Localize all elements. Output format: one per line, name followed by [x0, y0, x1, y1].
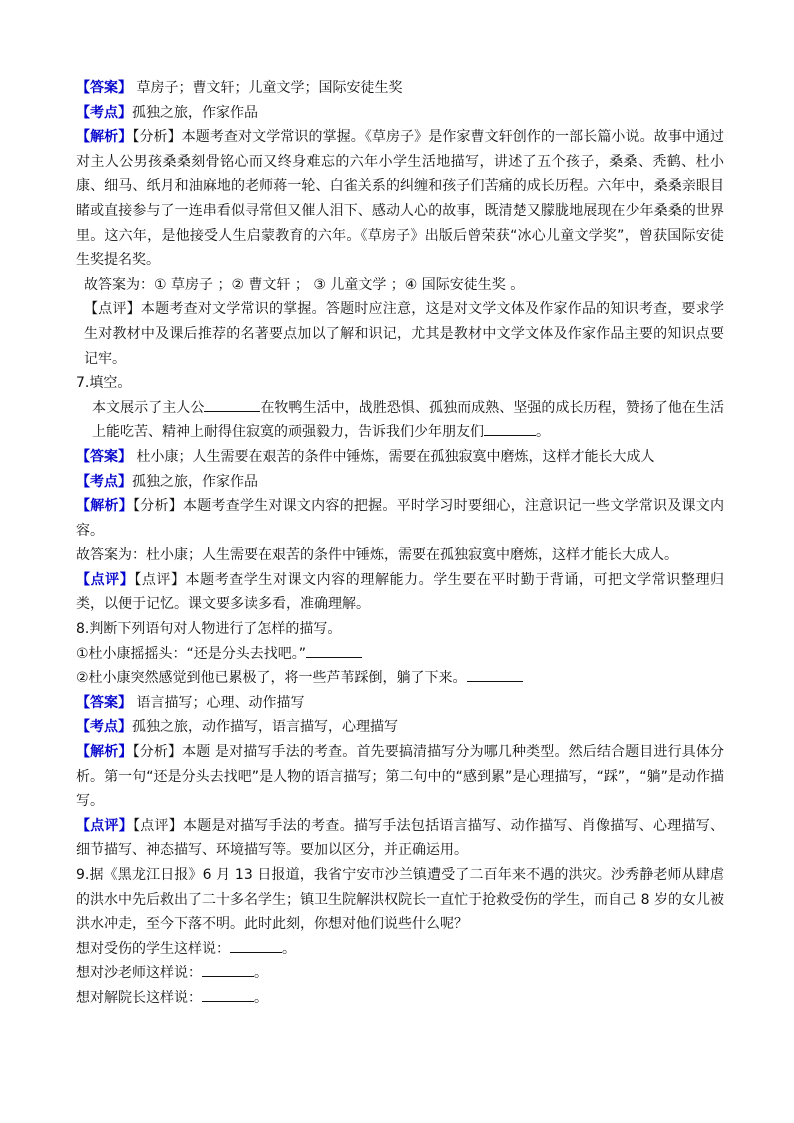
q8-analysis: 【分析】本题 是对描写手法的考查。首先要搞清描写分为哪几种类型。然后结合题目进行具体分析。第一句“还是分头去找吧”是人物的语言描写；第二句中的“感到累”是心理描写，“踩”，“躺”是动作描写。	[76, 744, 725, 810]
review-label: 【点评】	[76, 571, 135, 588]
q7-answer: 杜小康；人生需要在艰苦的条件中锤炼，需要在孤独寂寞中磨炼，这样才能长大成人	[132, 448, 655, 465]
q7-point-row	[76, 470, 724, 495]
document-page	[76, 76, 724, 1011]
q9-blank-1	[230, 938, 282, 953]
point-label: 【考点】	[76, 473, 132, 490]
analysis-label: 【解析】	[76, 129, 133, 146]
q6-point: 孤独之旅，作家作品	[132, 104, 258, 121]
q9-period-2: 。	[254, 965, 268, 982]
q9-line1: 想对受伤的学生这样说：	[76, 940, 230, 957]
q6-answer-row	[76, 76, 724, 101]
q7-stem-part1: 本文展示了主人公	[92, 399, 205, 416]
q7-blank-1	[204, 397, 260, 412]
q9-line3-row	[76, 986, 724, 1011]
q8-point: 孤独之旅，动作描写，语言描写，心理描写	[132, 719, 398, 736]
q7-stem-part3: 。	[536, 424, 550, 441]
q7-blank-2	[484, 421, 536, 436]
q8-item2-row	[76, 666, 724, 691]
q7-answer-row	[76, 445, 724, 470]
q8-analysis-row	[76, 740, 724, 814]
q7-stem-part2: 在牧鸭生活中，战胜恐惧、孤独而成熟、坚强的成长历程，赞扬了他在生活上能吃苦、精神上耐得住寂寞的顽强毅力，告诉我们少年朋友们	[92, 399, 724, 441]
q8-item1-row	[76, 642, 724, 667]
q8-answer-row	[76, 691, 724, 716]
q7-review-row	[76, 568, 724, 617]
q7-final: 故答案为：杜小康；人生需要在艰苦的条件中锤炼，需要在孤独寂寞中磨炼，这样才能长大成人。	[76, 547, 678, 564]
q9-stem: 9.据《黑龙江日报》6 月 13 日报道，我省宁安市沙兰镇遭受了二百年来不遇的洪灾。沙秀静老师从肆虐的洪水中先后救出了二十多名学生；镇卫生院解洪权院长一直忙于抢救受伤的学生，而自己 8 岁的女儿被洪水冲走，至今下落不明。此时此刻，你想对他们说些什么呢？	[76, 867, 724, 933]
analysis-label: 【解析】	[76, 498, 133, 515]
q7-title: 7.填空。	[76, 375, 132, 392]
answer-label: 【答案】	[76, 448, 132, 465]
q6-answer: 草房子；曹文轩；儿童文学；国际安徒生奖	[132, 80, 403, 96]
q7-stem	[76, 396, 724, 445]
q9-line2: 想对沙老师这样说：	[76, 965, 202, 982]
q7-review: 【点评】本题考查学生对课文内容的理解能力。学生要在平时勤于背诵，可把文学常识整理归类，以便于记忆。课文要多读多看，准确理解。	[76, 571, 725, 613]
q7-analysis: 【分析】本题考查学生对课文内容的把握。平时学习时要细心，注意识记一些文学常识及课文内容。	[76, 498, 725, 539]
q9-blank-2	[202, 962, 254, 977]
q8-blank-2	[467, 667, 523, 682]
q9-period-1: 。	[282, 940, 296, 957]
q6-analysis-row	[76, 125, 724, 273]
q9-period-3: 。	[254, 989, 268, 1006]
q8-review-row	[76, 814, 724, 863]
answer-label: 【答案】	[76, 694, 132, 711]
q8-review: 【点评】本题是对描写手法的考查。描写手法包括语言描写、动作描写、肖像描写、心理描写、细节描写、神态描写、环境描写等。要加以区分，并正确运用。	[76, 817, 725, 859]
q8-item1: ①杜小康摇摇头：“还是分头去找吧。”	[76, 645, 307, 662]
q8-blank-1	[306, 643, 362, 658]
answer-label: 【答案】	[76, 80, 132, 96]
q6-review: 【点评】本题考查对文学常识的掌握。答题时应注意，这是对文学文体及作家作品的知识考查，要求学生对教材中及课后推荐的名著要点加以了解和识记，尤其是教材中文学文体及作家作品主要的知识点要记牢。	[84, 301, 724, 367]
q6-analysis: 【分析】本题考查对文学常识的掌握。《草房子》是作家曹文轩创作的一部长篇小说。故事中通过对主人公男孩桑桑刻骨铭心而又终身难忘的六年小学生活地描写，讲述了五个孩子，桑桑、秃鹤、杜小康、细马、纸月和油麻地的老师蒋一轮、白雀关系的纠缠和孩子们苦痛的成长历程。六年中，桑桑亲眼目睹或直接参与了一连串看似寻常但又催人泪下、感动人心的故事，既清楚又朦胧地展现在少年桑桑的世界里。这六年，是他接受人生启蒙教育的六年。《草房子》出版后曾荣获“冰心儿童文学奖”，曾获国际安徒生奖提名奖。	[76, 129, 725, 269]
point-label: 【考点】	[76, 719, 132, 736]
q6-point-row	[76, 101, 724, 126]
q9-line1-row	[76, 937, 724, 962]
point-label: 【考点】	[76, 104, 132, 121]
analysis-label: 【解析】	[76, 744, 133, 761]
q8-title: 8.判断下列语句对人物进行了怎样的描写。	[76, 621, 342, 638]
q7-point: 孤独之旅，作家作品	[132, 473, 258, 490]
q8-answer: 语言描写；心理、动作描写	[132, 694, 305, 711]
q9-line2-row	[76, 961, 724, 986]
review-label: 【点评】	[76, 817, 133, 834]
q6-final: 故答案为：① 草房子 ；② 曹文轩 ； ③ 儿童文学 ；④ 国际安徒生奖 。	[84, 276, 525, 293]
q9-line3: 想对解院长这样说：	[76, 989, 202, 1006]
q8-point-row	[76, 715, 724, 740]
q8-item2: ②杜小康突然感觉到他已累极了，将一些芦苇踩倒，躺了下来。	[76, 670, 467, 687]
q7-analysis-row	[76, 494, 724, 543]
q9-blank-3	[202, 987, 254, 1002]
